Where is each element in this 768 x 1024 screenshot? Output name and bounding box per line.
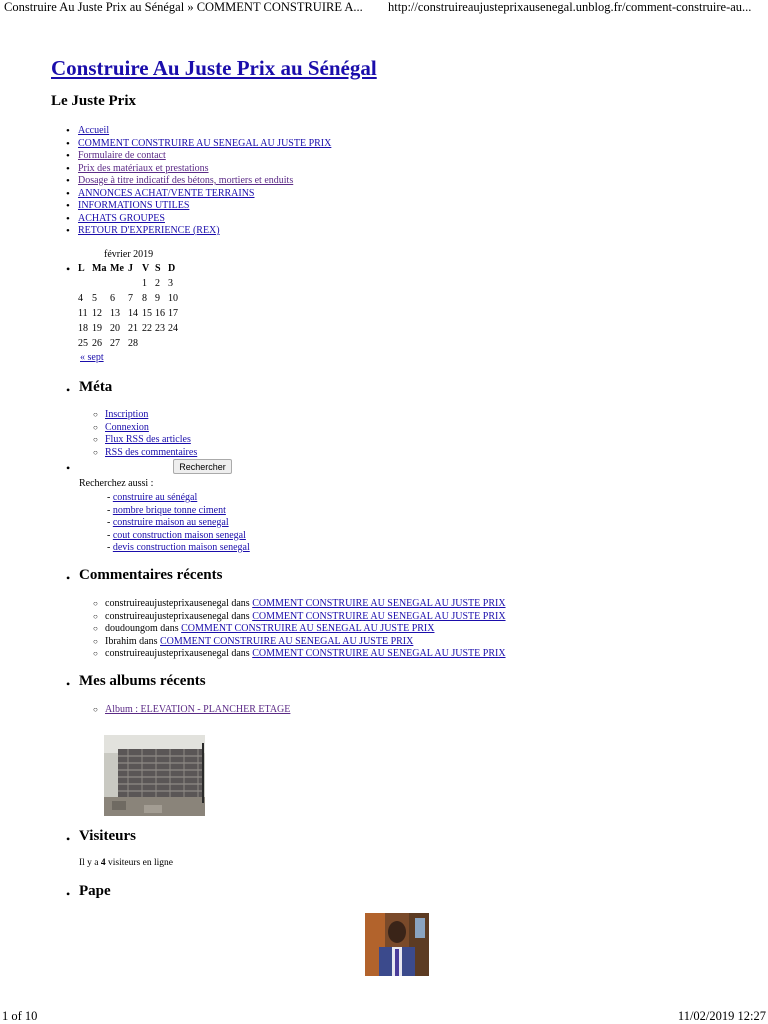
meta-link-inscription[interactable]: Inscription: [105, 409, 149, 420]
calendar-day: 8: [142, 293, 147, 304]
nav-link-annonces[interactable]: ANNONCES ACHAT/VENTE TERRAINS: [78, 187, 255, 199]
print-header-title: Construire Au Juste Prix au Sénégal » COMMENT CONSTRUIRE A...: [4, 0, 363, 14]
recent-comments-heading: Commentaires récents: [79, 567, 223, 583]
albums-heading: Mes albums récents: [79, 673, 206, 689]
calendar-prev-month-link[interactable]: « sept: [80, 352, 104, 363]
calendar-header-row: [78, 261, 182, 276]
visitors-suffix: visiteurs en ligne: [105, 858, 173, 868]
calendar-day: [92, 276, 110, 291]
nav-link-contact[interactable]: Formulaire de contact: [78, 150, 166, 161]
meta-link-connexion[interactable]: Connexion: [105, 421, 149, 433]
nav-item-accueil: [66, 125, 331, 138]
list-item: [93, 447, 197, 460]
calendar-day: [142, 336, 155, 351]
visitors-bullet: •: [66, 832, 71, 846]
nav-item-contact: [66, 150, 331, 163]
search-input[interactable]: [80, 460, 176, 474]
calendar-week: [78, 306, 182, 321]
calendar-day: 26: [92, 338, 102, 349]
calendar-day-header: S: [155, 263, 161, 274]
comment-post-link[interactable]: COMMENT CONSTRUIRE AU SENEGAL AU JUSTE PRIX: [252, 648, 506, 659]
calendar-day: 18: [78, 323, 88, 334]
search-suggestion-link[interactable]: construire au sénégal: [112, 492, 198, 503]
print-footer-page: 1 of 10: [2, 1009, 38, 1023]
list-item: [93, 611, 506, 624]
nav-link-dosage[interactable]: Dosage à titre indicatif des bétons, mortiers et enduits: [78, 175, 294, 186]
nav-item-dosage: [66, 175, 331, 188]
pape-heading: Pape: [79, 883, 111, 899]
calendar-day: 21: [128, 323, 138, 334]
list-item: [107, 492, 250, 505]
list-item: [93, 704, 290, 717]
comment-sep: dans: [157, 623, 182, 634]
calendar-day: 25: [78, 338, 88, 349]
calendar-day-header: Me: [110, 263, 124, 274]
list-item: [93, 598, 506, 611]
comment-author: doudoungom: [105, 623, 158, 634]
list-item: [93, 409, 197, 422]
meta-link-rss-comments[interactable]: RSS des commentaires: [105, 446, 198, 458]
calendar-week: [78, 291, 182, 306]
list-item: [93, 636, 506, 649]
nav-link-comment-construire[interactable]: COMMENT CONSTRUIRE AU SENEGAL AU JUSTE PRIX: [78, 137, 332, 149]
calendar-day: 24: [168, 323, 178, 334]
site-title-link[interactable]: Construire Au Juste Prix au Sénégal: [51, 56, 377, 80]
calendar-day: 15: [142, 308, 152, 319]
calendar-week: [78, 321, 182, 336]
list-item: [93, 648, 506, 661]
calendar-bullet: •: [66, 262, 71, 276]
nav-link-achats[interactable]: ACHATS GROUPES: [78, 212, 165, 224]
list-item: [107, 530, 250, 543]
list-item: [93, 434, 197, 447]
search-suggestion-link[interactable]: nombre brique tonne ciment: [112, 504, 226, 516]
calendar-day: [155, 336, 168, 351]
calendar-caption: février 2019: [104, 249, 154, 260]
calendar-day: 28: [128, 338, 138, 349]
calendar-day: 23: [155, 323, 165, 334]
comment-author: Ibrahim: [105, 635, 137, 647]
list-item: [93, 623, 506, 636]
calendar-day-header: J: [128, 263, 133, 274]
comment-post-link[interactable]: COMMENT CONSTRUIRE AU SENEGAL AU JUSTE PRIX: [252, 598, 506, 609]
calendar-day: 16: [155, 308, 165, 319]
nav-item-prix: [66, 163, 331, 176]
pape-portrait-image: [365, 913, 429, 976]
calendar-day-header: D: [168, 263, 176, 274]
visitors-count: 4: [100, 858, 106, 868]
search-button[interactable]: Rechercher: [173, 459, 232, 474]
main-nav: [66, 125, 331, 238]
meta-heading: Méta: [79, 379, 113, 395]
nav-item-comment-construire: [66, 138, 331, 151]
search-see-also-label: Recherchez aussi :: [79, 478, 154, 489]
brick-wall-photo: [104, 735, 205, 816]
nav-link-informations[interactable]: INFORMATIONS UTILES: [78, 200, 190, 211]
calendar-day: 9: [155, 293, 160, 304]
nav-link-accueil[interactable]: Accueil: [78, 125, 110, 136]
calendar-day: 6: [110, 293, 115, 304]
meta-link-rss-articles[interactable]: Flux RSS des articles: [105, 434, 191, 445]
calendar-day: 1: [142, 278, 147, 289]
nav-link-prix[interactable]: Prix des matériaux et prestations: [78, 162, 209, 174]
search-suggestions: [107, 492, 250, 555]
nav-item-rex: [66, 225, 331, 238]
calendar-day-header: L: [78, 263, 85, 274]
calendar-day: 11: [78, 308, 88, 319]
comment-author: construireaujusteprixausenegal: [105, 598, 229, 609]
calendar-day-header: V: [142, 263, 150, 274]
comment-post-link[interactable]: COMMENT CONSTRUIRE AU SENEGAL AU JUSTE PRIX: [160, 635, 414, 647]
meta-bullet: •: [66, 383, 71, 397]
calendar-day: 7: [128, 293, 133, 304]
visitors-heading: Visiteurs: [79, 828, 136, 844]
comment-sep: dans: [228, 610, 253, 622]
list-item: [93, 422, 197, 435]
list-item: [107, 505, 250, 518]
comment-sep: dans: [228, 598, 253, 609]
comment-sep: dans: [228, 648, 253, 659]
calendar-table: [78, 261, 182, 351]
album-thumbnail-image[interactable]: [104, 735, 205, 816]
search-bullet: •: [66, 461, 71, 475]
calendar-day: [168, 336, 182, 351]
list-item: [107, 542, 250, 555]
nav-item-annonces: [66, 188, 331, 201]
calendar-day: 17: [168, 308, 178, 319]
comment-post-link[interactable]: COMMENT CONSTRUIRE AU SENEGAL AU JUSTE PRIX: [252, 610, 506, 622]
calendar-day: 4: [78, 293, 83, 304]
nav-item-informations: [66, 200, 331, 213]
portrait-photo: [365, 913, 429, 976]
calendar-day: 27: [110, 338, 120, 349]
calendar-day: 14: [128, 308, 138, 319]
albums-bullet: •: [66, 677, 71, 691]
print-header-url: http://construireaujusteprixausenegal.unblog.fr/comment-construire-au...: [388, 0, 752, 14]
comment-post-link[interactable]: COMMENT CONSTRUIRE AU SENEGAL AU JUSTE PRIX: [181, 623, 435, 634]
calendar-day: [78, 276, 92, 291]
comment-sep: dans: [136, 635, 160, 647]
calendar-day: 2: [155, 278, 160, 289]
calendar-week: [78, 336, 182, 351]
comments-bullet: •: [66, 571, 71, 585]
calendar-day: 19: [92, 323, 102, 334]
visitors-count-text: [79, 858, 173, 868]
search-suggestion-link[interactable]: construire maison au senegal: [112, 517, 229, 528]
calendar-day: [128, 276, 142, 291]
calendar-day: 5: [92, 293, 97, 304]
albums-list: [93, 704, 290, 717]
calendar-day: 12: [92, 308, 102, 319]
nav-item-achats: [66, 213, 331, 226]
comment-author: construireaujusteprixausenegal: [105, 610, 229, 622]
pape-bullet: •: [66, 887, 71, 901]
recent-comments-list: [93, 598, 506, 661]
calendar-day: 10: [168, 293, 178, 304]
search-suggestion-link[interactable]: devis construction maison senegal: [112, 542, 250, 553]
search-suggestion-link[interactable]: cout construction maison senegal: [112, 529, 246, 541]
calendar-day: [110, 276, 128, 291]
meta-links: [93, 409, 197, 459]
calendar-day-header: Ma: [92, 263, 107, 274]
nav-link-rex[interactable]: RETOUR D'EXPERIENCE (REX): [78, 225, 220, 236]
site-tagline: Le Juste Prix: [51, 93, 136, 109]
calendar-day: 22: [142, 323, 152, 334]
comment-author: construireaujusteprixausenegal: [105, 648, 229, 659]
calendar-day: 20: [110, 323, 120, 334]
album-link[interactable]: Album : ELEVATION - PLANCHER ETAGE: [105, 704, 291, 715]
calendar-day: 3: [168, 278, 173, 289]
visitors-prefix: Il y a: [79, 858, 101, 868]
calendar-week: [78, 276, 182, 291]
print-footer-datetime: 11/02/2019 12:27: [677, 1009, 766, 1023]
calendar-day: 13: [110, 308, 120, 319]
list-item: [107, 517, 250, 530]
